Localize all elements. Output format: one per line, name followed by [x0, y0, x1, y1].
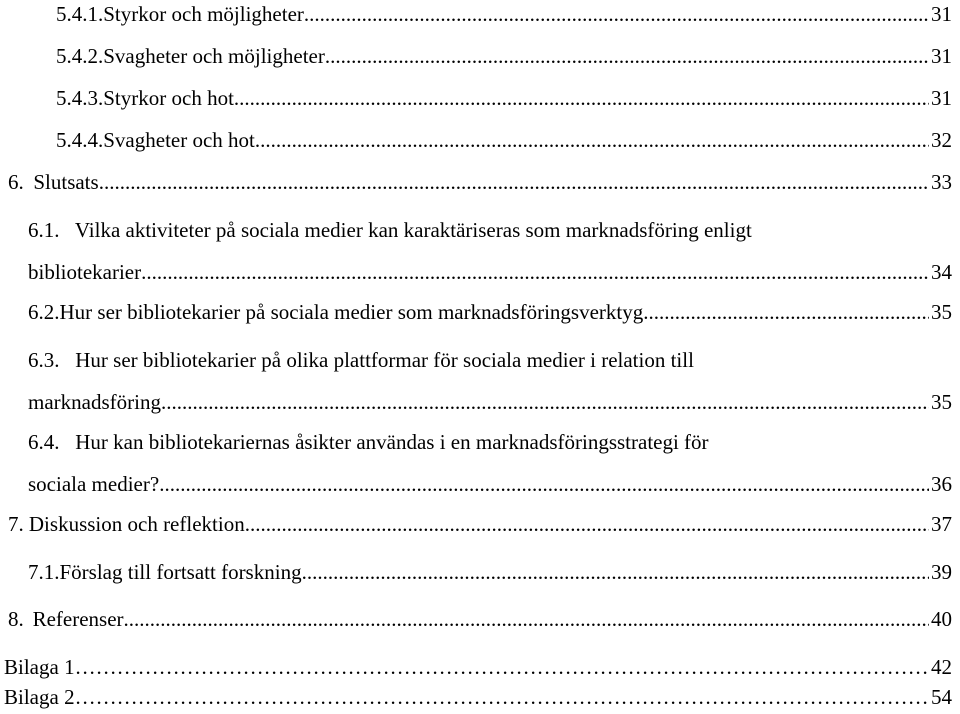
page-number: 37: [931, 512, 952, 536]
section-number: 7.1.: [28, 560, 60, 584]
dot-leader: [255, 126, 929, 154]
page-number: 36: [931, 472, 952, 496]
dot-leader: [141, 258, 929, 286]
section-number: 6.4.: [28, 430, 60, 454]
section-title: Svagheter och möjligheter: [103, 44, 325, 68]
section-title: Slutsats: [33, 170, 99, 194]
toc-entry-6[interactable]: [8, 168, 952, 196]
section-title: Hur kan bibliotekariernas åsikter användas i en marknadsföringsstrategi för: [75, 430, 709, 454]
section-title: Vilka aktiviteter på sociala medier kan karaktäriseras som marknadsföring enligt: [74, 218, 752, 242]
page-number: 35: [931, 390, 952, 414]
dot-leader: [304, 0, 929, 28]
section-number: 6.3.: [28, 348, 60, 372]
page-number: 33: [931, 170, 952, 194]
section-number: 8.: [8, 607, 24, 631]
dot-leader: [234, 84, 929, 112]
toc-entry-6-4[interactable]: [28, 428, 952, 498]
appendix-title: Bilaga 1: [4, 655, 75, 679]
toc-entry-6-1[interactable]: [28, 216, 952, 286]
toc-entry-5-4-4[interactable]: [56, 126, 952, 154]
toc-entry-8[interactable]: [8, 605, 952, 633]
dot-leader: [325, 42, 929, 70]
section-title: Referenser: [32, 607, 124, 631]
section-number: 5.4.4.: [56, 128, 104, 152]
section-title-continued: marknadsföring: [28, 390, 161, 414]
section-number: 5.4.2.: [56, 44, 104, 68]
section-title: Hur ser bibliotekarier på sociala medier som marknadsföringsverktyg: [59, 300, 644, 324]
appendix-title: Bilaga 2: [4, 685, 75, 709]
section-title-continued: sociala medier?: [28, 472, 160, 496]
dot-leader: [161, 388, 929, 416]
toc-entry-7-1[interactable]: [28, 558, 952, 586]
ellipsis-leader: [75, 653, 929, 681]
section-number: 5.4.3.: [56, 86, 104, 110]
section-title: Styrkor och möjligheter: [103, 2, 304, 26]
page-number: 31: [931, 86, 952, 110]
page-number: 42: [931, 655, 952, 679]
section-number: 6.2.: [28, 300, 60, 324]
page-number: 34: [931, 260, 952, 284]
dot-leader: [124, 605, 929, 633]
section-title: Hur ser bibliotekarier på olika plattformar för sociala medier i relation till: [75, 348, 694, 372]
page-number: 31: [931, 44, 952, 68]
section-number: 5.4.1.: [56, 2, 104, 26]
toc-entry-6-3[interactable]: [28, 346, 952, 416]
dot-leader: [245, 510, 929, 538]
toc-entry-5-4-3[interactable]: [56, 84, 952, 112]
section-title: Förslag till fortsatt forskning: [59, 560, 302, 584]
toc-entry-5-4-1[interactable]: [56, 0, 952, 28]
section-number: 7.: [8, 512, 24, 536]
toc-entry-5-4-2[interactable]: [56, 42, 952, 70]
toc-entry-bilaga-2[interactable]: [4, 683, 952, 711]
section-title-continued: bibliotekarier: [28, 260, 142, 284]
dot-leader: [302, 558, 929, 586]
ellipsis-leader: [75, 683, 929, 711]
page-number: 54: [931, 685, 952, 709]
page-number: 31: [931, 2, 952, 26]
toc-entry-bilaga-1[interactable]: [4, 653, 952, 681]
section-title: Diskussion och reflektion: [28, 512, 245, 536]
page-number: 35: [931, 300, 952, 324]
section-number: 6.1.: [28, 218, 60, 242]
page-number: 39: [931, 560, 952, 584]
section-title: Styrkor och hot: [103, 86, 234, 110]
dot-leader: [99, 168, 929, 196]
dot-leader: [159, 470, 929, 498]
page-number: 40: [931, 607, 952, 631]
section-number: 6.: [8, 170, 24, 194]
page-number: 32: [931, 128, 952, 152]
toc-entry-6-2[interactable]: [28, 298, 952, 326]
dot-leader: [643, 298, 929, 326]
section-title: Svagheter och hot: [103, 128, 255, 152]
toc-entry-7[interactable]: [8, 510, 952, 538]
